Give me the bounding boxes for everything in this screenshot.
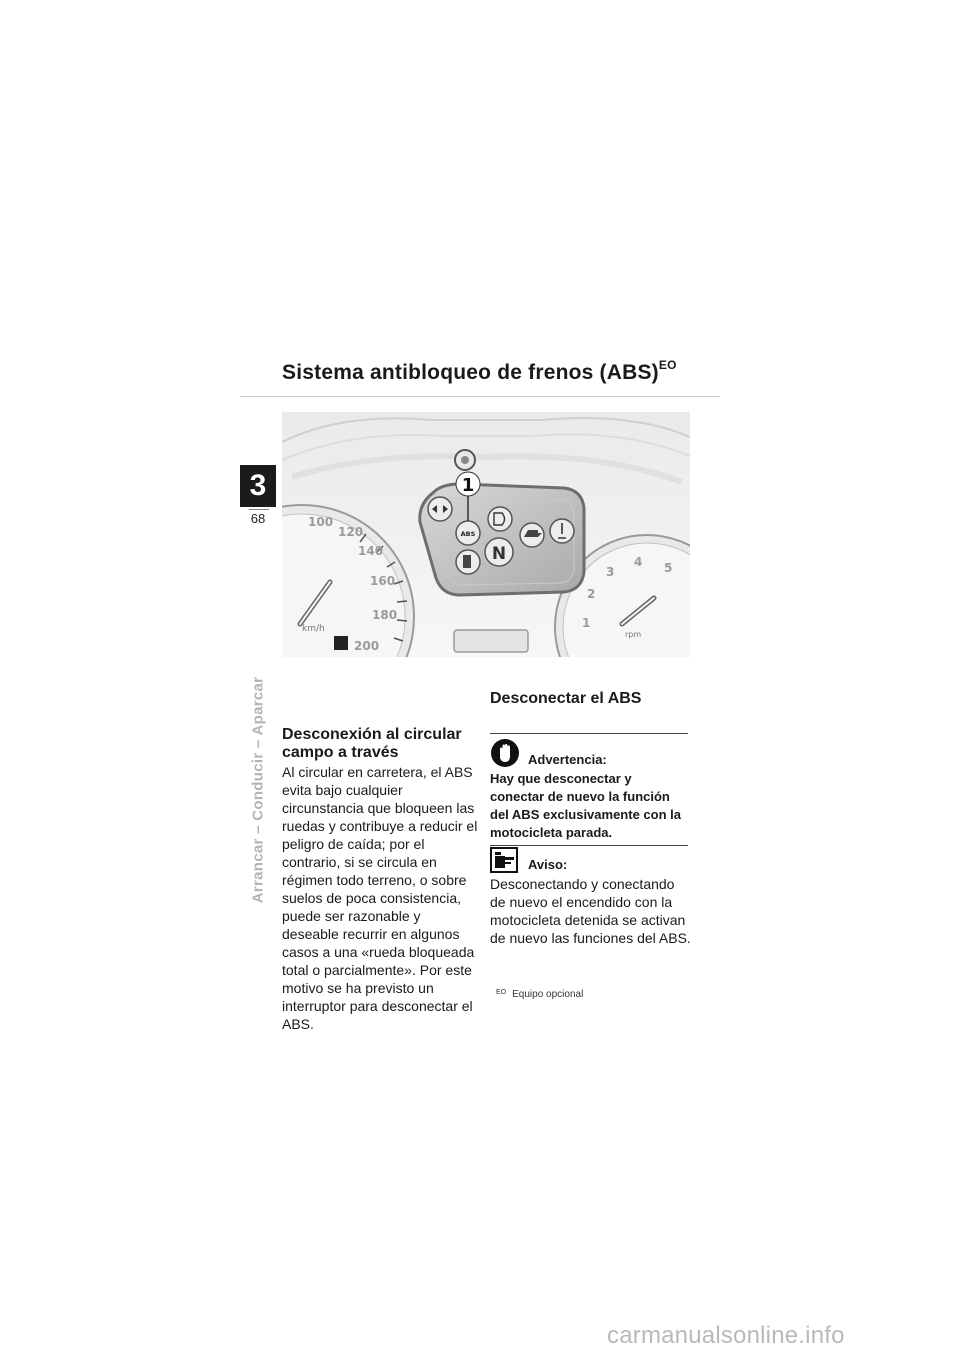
footnote-text: Equipo opcional <box>512 989 584 1000</box>
speed-tick-label: 140 <box>358 544 384 558</box>
page-number: 68 <box>250 511 266 526</box>
notice-header <box>490 847 692 873</box>
speed-unit-label: km/h <box>302 624 325 634</box>
section-heading-disable-abs: Desconectar el ABS <box>490 690 642 707</box>
speed-tick-label: 180 <box>372 608 398 622</box>
watermark: carmanualsonline.info <box>607 1322 845 1349</box>
rpm-tick-label: 5 <box>664 561 673 575</box>
rpm-tick-label: 1 <box>582 616 591 630</box>
lcd-display <box>454 630 528 652</box>
section-side-label: Arrancar – Conducir – Aparcar <box>249 676 267 904</box>
footnote-marker: EO <box>496 989 507 996</box>
right-column <box>490 690 692 708</box>
warning-light-panel <box>420 484 584 595</box>
speed-tick-label: 100 <box>308 515 334 529</box>
notice-box <box>490 847 692 947</box>
chapter-marker: 3 <box>240 465 276 507</box>
chapter-divider <box>249 509 269 510</box>
warning-text: Hay que desconectar y conectar de nuevo la función del ABS exclusivamente con la motocicleta parada. <box>490 771 681 840</box>
rpm-tick-label: 2 <box>587 587 596 601</box>
notice-pointing-hand-icon <box>490 847 518 873</box>
speed-display-icon <box>334 636 348 650</box>
turn-signal-indicator-icon <box>428 497 452 521</box>
callout-number: 1 <box>461 475 475 496</box>
notice-text: Desconectando y conectando de nuevo el encendido con la motocicleta detenida se activan de nuevo las funciones del ABS. <box>490 876 691 946</box>
speed-tick-label: 120 <box>338 525 364 539</box>
rpm-tick-label: 3 <box>606 565 615 579</box>
page-title-text: Sistema antibloqueo de frenos (ABS) <box>282 361 659 384</box>
stop-hand-icon <box>490 738 520 768</box>
left-column <box>282 726 480 1033</box>
notice-label: Aviso: <box>528 857 568 872</box>
footnote <box>496 989 583 1000</box>
page-title <box>282 360 677 385</box>
title-divider <box>240 396 720 397</box>
warning-box <box>490 733 688 846</box>
section-heading-offroad: Desconexión al circular campo a través <box>282 726 462 761</box>
abs-light-label: ABS <box>460 530 476 538</box>
warning-header <box>490 738 688 768</box>
title-superscript: EO <box>658 358 677 372</box>
neutral-light-label: N <box>491 544 507 564</box>
headlight-indicator-icon <box>488 507 512 531</box>
instrument-cluster-illustration <box>282 412 690 657</box>
warning-label: Advertencia: <box>528 752 607 767</box>
instrument-cluster-figure <box>282 412 690 657</box>
speed-tick-label: 200 <box>354 639 380 653</box>
speed-tick-label: 160 <box>370 574 396 588</box>
rpm-unit-label: rpm <box>625 630 642 639</box>
offroad-paragraph: Al circular en carretera, el ABS evita bajo cualquier circunstancia que bloqueen las ruedas y contribuye a reducir el peligro de caída; por el contrario, si se circula en régimen todo terreno, o sobre suelos de poca consistencia, puede ser razonable y deseable recurrir en algunos casos a una «rueda bloqueada total o parcialmente». Por este motivo se ha previsto un interruptor para desconectar el ABS. <box>282 764 478 1032</box>
rpm-tick-label: 4 <box>634 555 643 569</box>
